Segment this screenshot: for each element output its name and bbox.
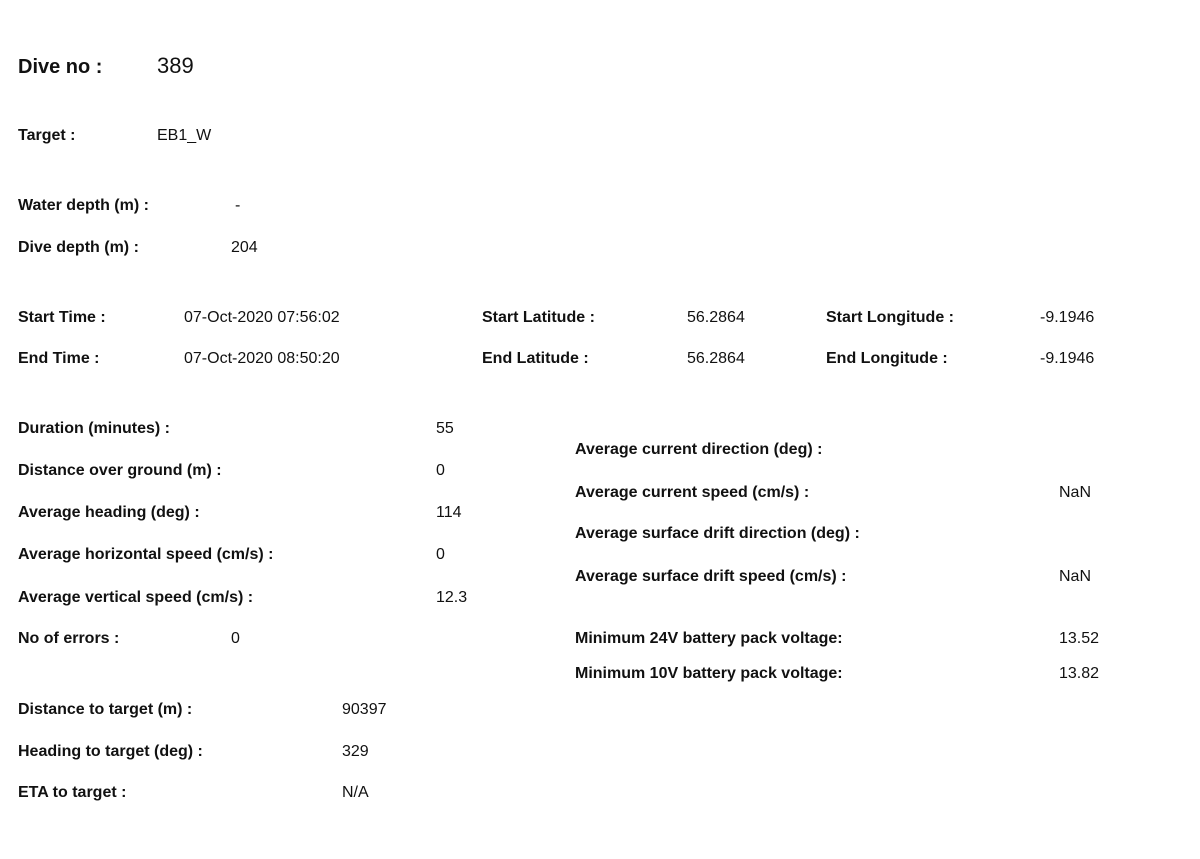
- average-heading-value: 114: [436, 504, 462, 521]
- start-longitude-value: -9.1946: [1040, 309, 1095, 326]
- heading-to-target-label: Heading to target (deg) :: [18, 743, 203, 760]
- errors-value: 0: [231, 630, 240, 647]
- eta-to-target-label: ETA to target :: [18, 784, 127, 801]
- min-10v-battery-label: Minimum 10V battery pack voltage:: [575, 665, 843, 682]
- distance-over-ground-value: 0: [436, 462, 445, 479]
- min-24v-battery-label: Minimum 24V battery pack voltage:: [575, 630, 843, 647]
- average-current-direction-label: Average current direction (deg) :: [575, 441, 823, 458]
- average-vertical-speed-label: Average vertical speed (cm/s) :: [18, 589, 254, 606]
- dive-depth-label: Dive depth (m) :: [18, 239, 139, 256]
- average-heading-label: Average heading (deg) :: [18, 504, 200, 521]
- min-24v-battery-value: 13.52: [1059, 630, 1100, 647]
- end-time-label: End Time :: [18, 350, 100, 367]
- end-latitude-value: 56.2864: [687, 350, 745, 367]
- average-horizontal-speed-value: 0: [436, 546, 445, 563]
- start-longitude-label: Start Longitude :: [826, 309, 954, 326]
- average-surface-drift-speed-value: NaN: [1059, 568, 1092, 585]
- start-latitude-label: Start Latitude :: [482, 309, 595, 326]
- dive-no-value: 389: [157, 53, 194, 78]
- end-longitude-value: -9.1946: [1040, 350, 1095, 367]
- distance-to-target-label: Distance to target (m) :: [18, 701, 193, 718]
- heading-to-target-value: 329: [342, 743, 369, 760]
- average-surface-drift-direction-label: Average surface drift direction (deg) :: [575, 525, 860, 542]
- start-time-value: 07-Oct-2020 07:56:02: [184, 309, 340, 326]
- eta-to-target-value: N/A: [342, 784, 369, 801]
- water-depth-label: Water depth (m) :: [18, 197, 149, 214]
- dive-no-label: Dive no :: [18, 56, 103, 78]
- target-label: Target :: [18, 127, 76, 144]
- water-depth-value: -: [235, 197, 241, 214]
- end-latitude-label: End Latitude :: [482, 350, 589, 367]
- average-current-speed-label: Average current speed (cm/s) :: [575, 484, 810, 501]
- target-value: EB1_W: [157, 127, 212, 144]
- errors-label: No of errors :: [18, 630, 120, 647]
- min-10v-battery-value: 13.82: [1059, 665, 1100, 682]
- end-time-value: 07-Oct-2020 08:50:20: [184, 350, 340, 367]
- duration-value: 55: [436, 420, 454, 437]
- duration-label: Duration (minutes) :: [18, 420, 170, 437]
- average-surface-drift-speed-label: Average surface drift speed (cm/s) :: [575, 568, 847, 585]
- distance-to-target-value: 90397: [342, 701, 387, 718]
- end-longitude-label: End Longitude :: [826, 350, 948, 367]
- dive-depth-value: 204: [231, 239, 258, 256]
- start-latitude-value: 56.2864: [687, 309, 745, 326]
- start-time-label: Start Time :: [18, 309, 106, 326]
- average-vertical-speed-value: 12.3: [436, 589, 468, 606]
- average-current-speed-value: NaN: [1059, 484, 1092, 501]
- average-horizontal-speed-label: Average horizontal speed (cm/s) :: [18, 546, 274, 563]
- distance-over-ground-label: Distance over ground (m) :: [18, 462, 222, 479]
